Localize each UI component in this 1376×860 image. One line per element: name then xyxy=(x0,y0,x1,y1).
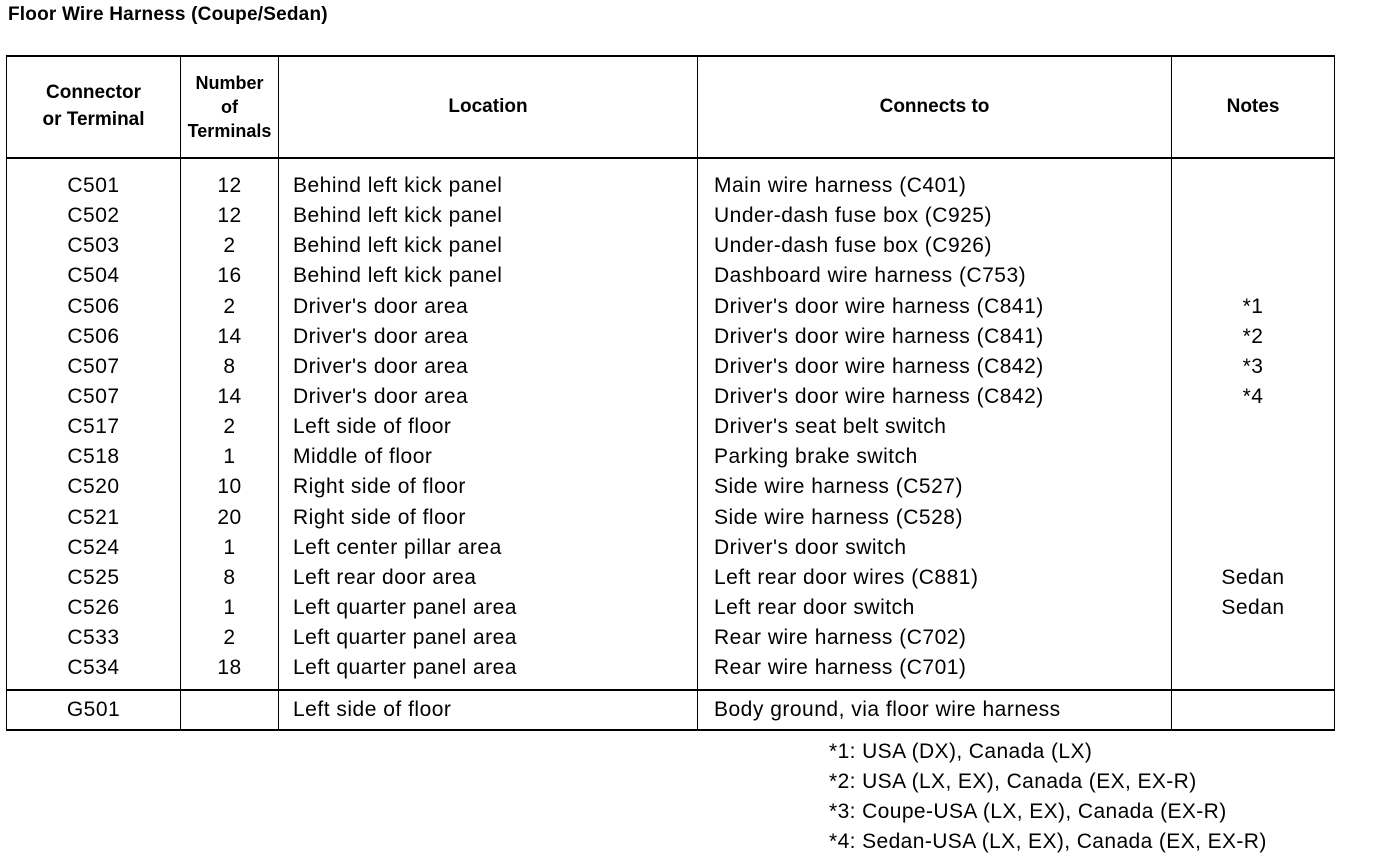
row-connects-to: Dashboard wire harness (C753) xyxy=(698,261,1172,291)
table-row xyxy=(7,412,1335,442)
ground-row xyxy=(7,690,1335,730)
row-terminals: 2 xyxy=(181,623,279,653)
header-number-line3: Terminals xyxy=(187,121,272,142)
row-notes xyxy=(1172,201,1335,231)
row-connects-to: Rear wire harness (C701) xyxy=(698,653,1172,690)
row-connects-to: Driver's door wire harness (C842) xyxy=(698,352,1172,382)
table-row xyxy=(7,261,1335,291)
row-location: Driver's door area xyxy=(279,322,698,352)
row-connector: C533 xyxy=(7,623,181,653)
ground-terminals xyxy=(181,690,279,730)
row-terminals: 18 xyxy=(181,653,279,690)
row-location: Left rear door area xyxy=(279,563,698,593)
row-notes xyxy=(1172,158,1335,201)
row-notes: *1 xyxy=(1172,292,1335,322)
row-location: Left center pillar area xyxy=(279,533,698,563)
row-connects-to: Driver's door switch xyxy=(698,533,1172,563)
row-terminals: 1 xyxy=(181,533,279,563)
row-connector: C517 xyxy=(7,412,181,442)
row-connector: C525 xyxy=(7,563,181,593)
ground-location: Left side of floor xyxy=(279,690,698,730)
table-row xyxy=(7,322,1335,352)
row-connector: C506 xyxy=(7,292,181,322)
row-connector: C526 xyxy=(7,593,181,623)
row-location: Right side of floor xyxy=(279,503,698,533)
row-connector: C534 xyxy=(7,653,181,690)
row-location: Behind left kick panel xyxy=(279,231,698,261)
table-row xyxy=(7,352,1335,382)
row-location: Driver's door area xyxy=(279,292,698,322)
table-row xyxy=(7,201,1335,231)
header-location: Location xyxy=(279,56,698,158)
row-terminals: 1 xyxy=(181,442,279,472)
row-connector: C507 xyxy=(7,382,181,412)
table-row xyxy=(7,158,1335,201)
row-terminals: 8 xyxy=(181,352,279,382)
row-location: Driver's door area xyxy=(279,382,698,412)
table-row xyxy=(7,623,1335,653)
row-notes xyxy=(1172,503,1335,533)
row-location: Right side of floor xyxy=(279,472,698,502)
header-connector xyxy=(7,56,181,158)
row-connects-to: Side wire harness (C528) xyxy=(698,503,1172,533)
row-terminals: 2 xyxy=(181,292,279,322)
row-notes: Sedan xyxy=(1172,563,1335,593)
header-connector-line2: or Terminal xyxy=(42,109,145,130)
row-terminals: 8 xyxy=(181,563,279,593)
header-notes: Notes xyxy=(1172,56,1335,158)
row-notes: *4 xyxy=(1172,382,1335,412)
footnote-4: *4: Sedan-USA (LX, EX), Canada (EX, EX-R) xyxy=(829,830,1267,853)
header-number-line2: of xyxy=(221,96,238,117)
row-connector: C520 xyxy=(7,472,181,502)
header-connector-line1: Connector xyxy=(46,82,141,104)
header-number-line1: Number xyxy=(195,72,264,93)
row-location: Left quarter panel area xyxy=(279,623,698,653)
footnote-1: *1: USA (DX), Canada (LX) xyxy=(829,740,1093,763)
table-row xyxy=(7,533,1335,563)
row-connector: C503 xyxy=(7,231,181,261)
table-row xyxy=(7,292,1335,322)
footnote-2: *2: USA (LX, EX), Canada (EX, EX-R) xyxy=(829,770,1197,793)
row-connector: C506 xyxy=(7,322,181,352)
row-notes xyxy=(1172,442,1335,472)
row-connects-to: Driver's door wire harness (C841) xyxy=(698,292,1172,322)
row-connector: C518 xyxy=(7,442,181,472)
ground-connects-to: Body ground, via floor wire harness xyxy=(698,690,1172,730)
row-notes xyxy=(1172,653,1335,690)
table-row xyxy=(7,231,1335,261)
row-connects-to: Left rear door wires (C881) xyxy=(698,563,1172,593)
row-notes xyxy=(1172,261,1335,291)
page-title: Floor Wire Harness (Coupe/Sedan) xyxy=(8,4,328,25)
row-terminals: 14 xyxy=(181,382,279,412)
table-row xyxy=(7,472,1335,502)
row-connects-to: Driver's seat belt switch xyxy=(698,412,1172,442)
row-notes: Sedan xyxy=(1172,593,1335,623)
row-connector: C504 xyxy=(7,261,181,291)
header-number-of-terminals xyxy=(181,56,279,158)
row-location: Behind left kick panel xyxy=(279,201,698,231)
row-terminals: 2 xyxy=(181,412,279,442)
row-connects-to: Side wire harness (C527) xyxy=(698,472,1172,502)
row-connector: C501 xyxy=(7,158,181,201)
row-connects-to: Driver's door wire harness (C841) xyxy=(698,322,1172,352)
footnote-3: *3: Coupe-USA (LX, EX), Canada (EX-R) xyxy=(829,800,1227,823)
connector-rows xyxy=(7,158,1335,690)
row-connector: C502 xyxy=(7,201,181,231)
row-notes xyxy=(1172,231,1335,261)
ground-rows xyxy=(7,690,1335,730)
header-connects-to: Connects to xyxy=(698,56,1172,158)
row-notes: *2 xyxy=(1172,322,1335,352)
row-connector: C521 xyxy=(7,503,181,533)
row-notes xyxy=(1172,472,1335,502)
row-location: Left side of floor xyxy=(279,412,698,442)
row-terminals: 1 xyxy=(181,593,279,623)
row-connects-to: Rear wire harness (C702) xyxy=(698,623,1172,653)
table-row xyxy=(7,593,1335,623)
row-connector: C507 xyxy=(7,352,181,382)
row-terminals: 16 xyxy=(181,261,279,291)
table-row xyxy=(7,503,1335,533)
row-location: Left quarter panel area xyxy=(279,593,698,623)
row-connects-to: Parking brake switch xyxy=(698,442,1172,472)
footnotes xyxy=(829,737,1267,857)
ground-notes xyxy=(1172,690,1335,730)
row-terminals: 14 xyxy=(181,322,279,352)
row-connects-to: Under-dash fuse box (C926) xyxy=(698,231,1172,261)
row-connects-to: Under-dash fuse box (C925) xyxy=(698,201,1172,231)
row-location: Left quarter panel area xyxy=(279,653,698,690)
row-terminals: 20 xyxy=(181,503,279,533)
row-terminals: 12 xyxy=(181,158,279,201)
header-row xyxy=(7,56,1335,158)
row-connects-to: Main wire harness (C401) xyxy=(698,158,1172,201)
row-connector: C524 xyxy=(7,533,181,563)
row-location: Middle of floor xyxy=(279,442,698,472)
row-notes xyxy=(1172,533,1335,563)
row-terminals: 2 xyxy=(181,231,279,261)
row-notes xyxy=(1172,623,1335,653)
row-connects-to: Left rear door switch xyxy=(698,593,1172,623)
table-row xyxy=(7,563,1335,593)
table-row xyxy=(7,653,1335,690)
row-location: Behind left kick panel xyxy=(279,158,698,201)
row-location: Behind left kick panel xyxy=(279,261,698,291)
table-row xyxy=(7,382,1335,412)
row-terminals: 10 xyxy=(181,472,279,502)
row-location: Driver's door area xyxy=(279,352,698,382)
row-connects-to: Driver's door wire harness (C842) xyxy=(698,382,1172,412)
row-notes xyxy=(1172,412,1335,442)
row-terminals: 12 xyxy=(181,201,279,231)
table-row xyxy=(7,442,1335,472)
row-notes: *3 xyxy=(1172,352,1335,382)
ground-connector: G501 xyxy=(7,690,181,730)
harness-table xyxy=(6,55,1335,731)
